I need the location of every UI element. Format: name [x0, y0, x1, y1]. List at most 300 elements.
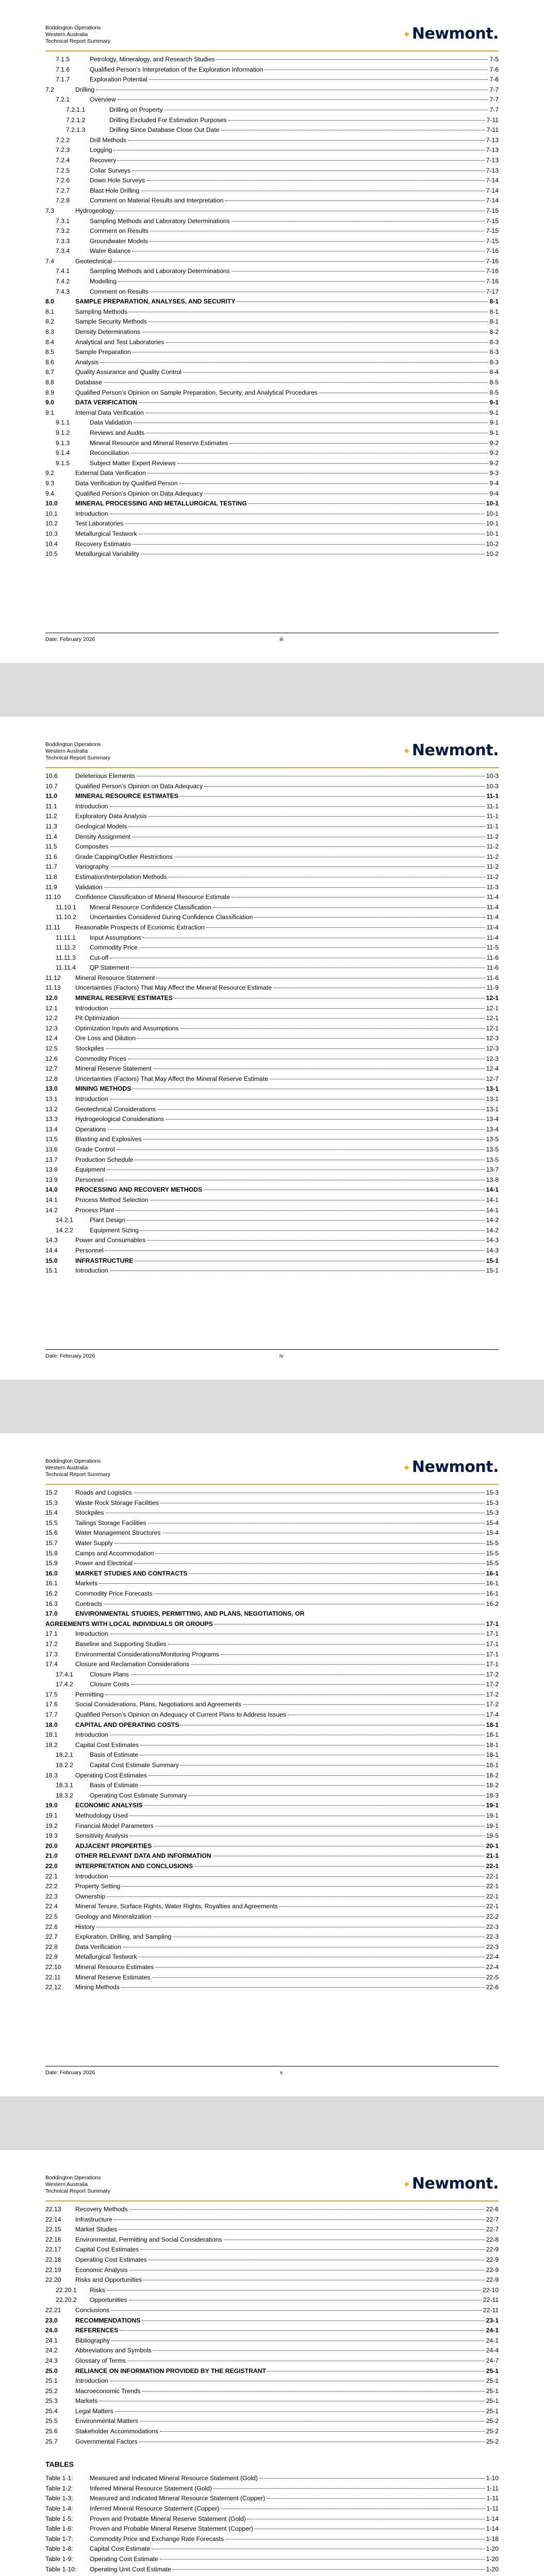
toc-entry[interactable]: [45, 1831, 499, 1841]
toc-entry[interactable]: [45, 1872, 499, 1882]
toc-page-number: 11-1: [486, 812, 499, 820]
toc-page-number: 22-8: [486, 2235, 499, 2243]
toc-entry[interactable]: [45, 1811, 499, 1821]
toc-entry[interactable]: [45, 1549, 499, 1559]
toc-entry[interactable]: [45, 1488, 499, 1498]
toc-page-number: 7-7: [489, 96, 499, 104]
table-number: Table 1-4:: [45, 2505, 73, 2513]
toc-entry[interactable]: [45, 1962, 499, 1973]
toc-section-number: 8.3: [45, 328, 54, 336]
dot-leader: [139, 947, 485, 948]
toc-title: Equipment: [75, 1166, 106, 1174]
toc-entry[interactable]: [45, 1013, 499, 1024]
toc-entry[interactable]: [45, 1720, 499, 1731]
toc-entry[interactable]: [45, 236, 499, 247]
toc-entry[interactable]: [45, 1054, 499, 1064]
dot-leader: [160, 2431, 484, 2432]
toc-entry[interactable]: [45, 196, 499, 206]
toc-entry[interactable]: [45, 337, 499, 348]
dot-leader: [140, 2249, 484, 2250]
dot-leader: [217, 59, 488, 60]
toc-title: Stakeholder Accommodations: [75, 2428, 159, 2435]
toc-entry[interactable]: [45, 1902, 499, 1912]
toc-entry[interactable]: [45, 1690, 499, 1700]
toc-entry[interactable]: [45, 1195, 499, 1206]
dot-leader: [137, 1038, 484, 1039]
toc-entry[interactable]: [45, 1670, 499, 1680]
table-page-number: 1-20: [486, 2545, 499, 2553]
toc-entry[interactable]: [45, 519, 499, 529]
toc-section-number: 22.5: [45, 1912, 58, 1920]
toc-entry[interactable]: [45, 923, 499, 933]
dot-leader: [139, 402, 488, 403]
toc-page-number: 8-2: [489, 328, 499, 336]
toc-entry[interactable]: [45, 1094, 499, 1105]
toc-page-number: 18-2: [486, 1782, 499, 1789]
toc-page-number: 22-4: [486, 1953, 499, 1961]
toc-section-number: 11.12: [45, 974, 61, 981]
toc-entry[interactable]: [45, 2366, 499, 2377]
toc-title: Tailings Storage Facilities: [75, 1519, 146, 1527]
toc-page-number: 16-2: [486, 1600, 499, 1607]
toc-entry[interactable]: [45, 1004, 499, 1014]
toc-entry[interactable]: [45, 2336, 499, 2346]
toc-section-number: 14.2.1: [56, 1216, 73, 1224]
toc-entry[interactable]: [45, 1498, 499, 1509]
toc-title: Modelling: [90, 278, 117, 285]
toc-entry[interactable]: [45, 1922, 499, 1933]
toc-entry[interactable]: [45, 1700, 499, 1710]
toc-entry[interactable]: [45, 216, 499, 227]
toc-entry[interactable]: [45, 135, 499, 146]
dot-leader: [153, 2350, 485, 2351]
toc-entry[interactable]: [45, 246, 499, 257]
toc-entry[interactable]: [45, 1084, 499, 1094]
toc-page-number: 15-4: [486, 1529, 499, 1537]
toc-entry[interactable]: [45, 2416, 499, 2427]
table-list-item[interactable]: [45, 2544, 499, 2554]
dot-leader: [166, 1119, 485, 1120]
toc-title: Capital Cost Estimate Summary: [90, 1761, 179, 1769]
toc-entry[interactable]: [45, 852, 499, 862]
dot-leader: [243, 1704, 485, 1705]
toc-entry[interactable]: [45, 448, 499, 459]
toc-entry[interactable]: [45, 1912, 499, 1922]
toc-entry[interactable]: [45, 539, 499, 550]
toc-entry[interactable]: [45, 166, 499, 176]
toc-entry[interactable]: [45, 85, 499, 95]
toc-title: INTERPRETATION AND CONCLUSIONS: [75, 1862, 193, 1870]
toc-entry[interactable]: [45, 791, 499, 802]
toc-entry[interactable]: [45, 883, 499, 893]
toc-title: Closure and Reclamation Considerations: [75, 1660, 190, 1668]
toc-entry[interactable]: [45, 842, 499, 852]
toc-page-number: 16-1: [486, 1589, 499, 1597]
toc-entry[interactable]: [45, 872, 499, 883]
toc-entry[interactable]: [45, 65, 499, 75]
toc-entry[interactable]: [45, 1518, 499, 1529]
toc-entry[interactable]: [45, 1246, 499, 1256]
toc-section-number: 7.2.5: [56, 166, 70, 174]
table-page-number: 1-20: [486, 2555, 499, 2563]
toc-entry[interactable]: [45, 2346, 499, 2356]
toc-entry[interactable]: [45, 933, 499, 943]
toc-page-number: 14-1: [486, 1196, 499, 1204]
toc-section-number: 7.2.1.3: [66, 126, 86, 134]
toc-entry[interactable]: [45, 1650, 499, 1660]
toc-page-number: 22-5: [486, 1973, 499, 1981]
table-list-item[interactable]: [45, 2554, 499, 2565]
dot-leader: [127, 1220, 484, 1221]
toc-entry[interactable]: [45, 2437, 499, 2447]
toc-page-number: 18-1: [486, 1761, 499, 1769]
toc-section-number: 17.4.2: [56, 1681, 73, 1688]
dot-leader: [142, 2391, 485, 2392]
toc-entry[interactable]: [45, 1165, 499, 1175]
toc-entry[interactable]: [45, 903, 499, 913]
toc-title: Process Method Selection: [75, 1196, 149, 1204]
toc-entry[interactable]: [45, 1105, 499, 1115]
toc-entry[interactable]: [45, 2205, 499, 2215]
toc-entry[interactable]: [45, 468, 499, 479]
toc-entry[interactable]: [45, 2255, 499, 2265]
toc-entry[interactable]: [45, 802, 499, 812]
dot-leader: [120, 2330, 484, 2331]
toc-entry[interactable]: [45, 822, 499, 832]
toc-page-number: 13-4: [486, 1115, 499, 1123]
toc-entry[interactable]: [45, 145, 499, 156]
toc-section-number: 25.4: [45, 2407, 58, 2415]
toc-entry[interactable]: [45, 1064, 499, 1074]
dot-leader: [191, 1664, 485, 1665]
toc-page-number: 7-15: [486, 217, 499, 225]
toc-entry[interactable]: [45, 277, 499, 287]
toc-page-number: 15-5: [486, 1549, 499, 1557]
toc-entry[interactable]: [45, 1266, 499, 1276]
toc-page-number: 11-6: [486, 954, 499, 961]
toc-entry[interactable]: [45, 1134, 499, 1145]
toc-entry[interactable]: [45, 2356, 499, 2366]
table-list-item[interactable]: [45, 2534, 499, 2545]
toc-entry[interactable]: [45, 206, 499, 216]
toc-entry[interactable]: [45, 1750, 499, 1760]
toc-entry[interactable]: [45, 307, 499, 317]
table-number: Table 1-2:: [45, 2484, 73, 2492]
toc-entry[interactable]: [45, 1125, 499, 1135]
toc-entry[interactable]: [45, 367, 499, 378]
toc-entry[interactable]: [45, 1579, 499, 1589]
toc-page-number: 7-7: [489, 86, 499, 93]
toc-entry[interactable]: [45, 1659, 499, 1670]
toc-title: Operating Cost Estimates: [75, 1771, 147, 1779]
table-title: Inferred Mineral Resource Statement (Copper): [90, 2505, 220, 2513]
toc-entry[interactable]: [45, 428, 499, 438]
toc-page-number: 14-3: [486, 1236, 499, 1244]
toc-entry[interactable]: [45, 347, 499, 358]
toc-section-number: 7.4.1: [56, 267, 70, 275]
toc-entry[interactable]: [45, 782, 499, 792]
table-of-contents: [45, 2205, 499, 2576]
toc-entry[interactable]: [45, 459, 499, 469]
toc-entry[interactable]: [45, 2306, 499, 2316]
toc-page-number: 8-1: [489, 298, 499, 306]
toc-title: Database: [75, 379, 103, 386]
table-list-item[interactable]: [45, 2565, 499, 2575]
toc-entry[interactable]: [45, 186, 499, 196]
toc-entry[interactable]: [45, 266, 499, 277]
toc-entry[interactable]: [45, 1821, 499, 1832]
toc-title: Macroeconomic Trends: [75, 2387, 141, 2395]
toc-entry[interactable]: [45, 55, 499, 65]
table-number: Table 1-6:: [45, 2525, 73, 2533]
dot-leader: [119, 2229, 484, 2230]
toc-entry[interactable]: [45, 2275, 499, 2285]
toc-entry[interactable]: [45, 1145, 499, 1155]
toc-entry[interactable]: [45, 378, 499, 388]
toc-entry[interactable]: [45, 1235, 499, 1246]
toc-entry[interactable]: [45, 912, 499, 923]
toc-entry[interactable]: [45, 1044, 499, 1054]
toc-entry[interactable]: [45, 953, 499, 963]
toc-entry[interactable]: [45, 75, 499, 85]
table-list-item[interactable]: [45, 2504, 499, 2514]
toc-page-number: 15-3: [486, 1489, 499, 1496]
toc-entry[interactable]: [45, 105, 499, 115]
toc-entry[interactable]: [45, 2326, 499, 2336]
toc-page-number: 7-16: [486, 257, 499, 265]
toc-entry[interactable]: [45, 1629, 499, 1639]
toc-page-number: 19-5: [486, 1832, 499, 1840]
toc-page-number: 18-1: [486, 1741, 499, 1749]
toc-entry[interactable]: [45, 1710, 499, 1720]
toc-page-number: 13-8: [486, 1176, 499, 1183]
toc-entry[interactable]: [45, 1973, 499, 1983]
toc-entry[interactable]: [45, 2245, 499, 2255]
toc-entry[interactable]: [45, 771, 499, 782]
toc-title: Production Schedule: [75, 1156, 134, 1163]
toc-entry[interactable]: [45, 1528, 499, 1538]
toc-section-number: 10.1: [45, 510, 58, 517]
toc-section-number: 15.7: [45, 1539, 58, 1547]
table-title: Operating Cost Estimate: [90, 2555, 158, 2563]
toc-entry[interactable]: [45, 2235, 499, 2245]
toc-entry[interactable]: [45, 2316, 499, 2326]
toc-page-number: 7-13: [486, 136, 499, 144]
toc-page-number: 7-15: [486, 227, 499, 235]
dot-leader: [149, 816, 485, 817]
toc-entry[interactable]: [45, 943, 499, 953]
toc-entry[interactable]: [45, 1558, 499, 1569]
toc-entry[interactable]: [45, 983, 499, 993]
toc-entry[interactable]: [45, 408, 499, 418]
toc-page-number: 10-2: [486, 540, 499, 548]
toc-entry[interactable]: [45, 418, 499, 428]
toc-entry[interactable]: [45, 2225, 499, 2235]
dot-leader: [111, 2310, 481, 2311]
toc-entry[interactable]: [45, 1639, 499, 1650]
toc-title: Water Management Structures: [75, 1529, 161, 1537]
toc-section-number: 7.2.1.2: [66, 116, 86, 124]
toc-entry[interactable]: [45, 1942, 499, 1953]
logo-text: Newmont.: [411, 1458, 499, 1476]
toc-entry[interactable]: [45, 317, 499, 327]
table-list-item[interactable]: [45, 2524, 499, 2534]
toc-entry[interactable]: [45, 1781, 499, 1791]
toc-entry[interactable]: [45, 1215, 499, 1226]
toc-section-number: 14.2: [45, 1206, 58, 1214]
toc-entry[interactable]: [45, 327, 499, 337]
toc-entry[interactable]: [45, 1841, 499, 1852]
toc-section-number: 10.6: [45, 772, 58, 779]
toc-entry[interactable]: [45, 2265, 499, 2276]
toc-title: Introduction: [75, 510, 108, 517]
toc-entry[interactable]: [45, 1256, 499, 1266]
toc-entry[interactable]: [45, 176, 499, 186]
toc-entry[interactable]: [45, 2295, 499, 2306]
toc-entry[interactable]: [45, 125, 499, 135]
toc-page-number: 11-1: [486, 802, 499, 810]
toc-entry[interactable]: [45, 832, 499, 842]
toc-entry[interactable]: [45, 811, 499, 822]
toc-entry[interactable]: [45, 2376, 499, 2386]
toc-entry[interactable]: [45, 499, 499, 509]
toc-title: RELIANCE ON INFORMATION PROVIDED BY THE REGISTRANT: [75, 2367, 266, 2375]
toc-entry[interactable]: [45, 1074, 499, 1084]
toc-entry[interactable]: [45, 479, 499, 489]
toc-title: Power and Electrical: [75, 1560, 133, 1567]
toc-page-number: 16-1: [486, 1569, 499, 1577]
toc-entry[interactable]: [45, 963, 499, 973]
toc-entry[interactable]: [45, 1680, 499, 1690]
toc-page-number: 15-5: [486, 1539, 499, 1547]
toc-entry[interactable]: [45, 1892, 499, 1902]
toc-entry[interactable]: [45, 388, 499, 398]
toc-title: Sampling Methods and Laboratory Determinations: [90, 217, 230, 225]
toc-title-continued: AGREEMENTS WITH LOCAL INDIVIDUALS OR GROUPS: [45, 1620, 213, 1628]
toc-entry[interactable]: [45, 489, 499, 499]
toc-entry[interactable]: [45, 1589, 499, 1599]
toc-entry[interactable]: [45, 257, 499, 267]
table-list-item[interactable]: [45, 2494, 499, 2504]
toc-page-number: 10-1: [486, 500, 499, 507]
toc-page-number: 17-4: [486, 1711, 499, 1719]
toc-entry[interactable]: [45, 973, 499, 984]
dot-leader: [108, 1129, 485, 1130]
header-divider: [45, 2200, 499, 2201]
toc-entry[interactable]: [45, 1760, 499, 1771]
toc-entry[interactable]: [45, 1609, 499, 1629]
toc-section-number: 7.2.8: [56, 197, 70, 205]
toc-entry[interactable]: [45, 287, 499, 297]
toc-entry[interactable]: [45, 1801, 499, 1811]
toc-section-number: 22.6: [45, 1923, 58, 1930]
table-page-number: 1-18: [486, 2535, 499, 2543]
toc-entry[interactable]: [45, 1771, 499, 1781]
dot-leader: [116, 1210, 484, 1211]
toc-section-number: 22.13: [45, 2206, 61, 2213]
toc-entry[interactable]: [45, 156, 499, 166]
toc-entry[interactable]: [45, 1730, 499, 1740]
table-list-item[interactable]: [45, 2484, 499, 2494]
dot-leader: [140, 1785, 484, 1786]
toc-section-number: 22.19: [45, 2266, 61, 2274]
toc-page-number: 12-1: [486, 1014, 499, 1022]
toc-entry[interactable]: [45, 1538, 499, 1549]
toc-section-number: 22.20: [45, 2276, 61, 2284]
toc-entry[interactable]: [45, 226, 499, 236]
toc-title: Optimization Inputs and Assumptions: [75, 1024, 179, 1032]
toc-entry[interactable]: [45, 1882, 499, 1892]
toc-entry[interactable]: [45, 398, 499, 408]
toc-entry[interactable]: [45, 1024, 499, 1034]
toc-entry[interactable]: [45, 1791, 499, 1801]
toc-entry[interactable]: [45, 1155, 499, 1165]
toc-entry[interactable]: [45, 1206, 499, 1216]
dot-leader: [279, 1906, 485, 1907]
toc-entry[interactable]: [45, 1861, 499, 1872]
toc-title: History: [75, 1923, 95, 1930]
toc-entry[interactable]: [45, 892, 499, 903]
toc-entry[interactable]: [45, 993, 499, 1004]
table-list-item[interactable]: [45, 2514, 499, 2524]
toc-entry[interactable]: [45, 1952, 499, 1962]
toc-entry[interactable]: [45, 2396, 499, 2406]
toc-entry[interactable]: [45, 438, 499, 449]
toc-entry[interactable]: [45, 1982, 499, 1993]
toc-entry[interactable]: [45, 297, 499, 307]
toc-entry[interactable]: [45, 115, 499, 126]
toc-section-number: 7.4: [45, 257, 54, 265]
toc-entry[interactable]: [45, 1033, 499, 1044]
toc-entry[interactable]: [45, 1932, 499, 1942]
dot-leader: [133, 544, 484, 545]
toc-title: Commodity Prices: [75, 1055, 126, 1062]
toc-page-number: 7-6: [489, 76, 499, 83]
toc-page: [0, 1433, 544, 2096]
toc-section-number: 14.3: [45, 1236, 58, 1244]
toc-entry[interactable]: [45, 2406, 499, 2417]
logo-text: Newmont.: [411, 2175, 499, 2193]
dot-leader: [114, 1543, 485, 1544]
toc-entry[interactable]: [45, 1740, 499, 1751]
toc-entry[interactable]: [45, 1851, 499, 1861]
toc-entry[interactable]: [45, 1599, 499, 1609]
toc-entry[interactable]: [45, 95, 499, 105]
toc-entry[interactable]: [45, 358, 499, 368]
table-list-item[interactable]: [45, 2473, 499, 2484]
toc-entry[interactable]: [45, 509, 499, 519]
dot-leader: [225, 200, 484, 201]
toc-section-number: 13.6: [45, 1145, 58, 1153]
toc-entry[interactable]: [45, 2427, 499, 2437]
toc-entry[interactable]: [45, 2285, 499, 2296]
toc-entry[interactable]: [45, 1508, 499, 1518]
toc-title: Introduction: [75, 1630, 108, 1638]
toc-entry[interactable]: [45, 549, 499, 560]
table-page-number: 1-20: [486, 2565, 499, 2573]
toc-entry[interactable]: [45, 862, 499, 872]
toc-entry[interactable]: [45, 1226, 499, 1236]
toc-entry[interactable]: [45, 2386, 499, 2397]
toc-entry[interactable]: [45, 529, 499, 539]
toc-entry[interactable]: [45, 2215, 499, 2225]
toc-title: Sample Security Methods: [75, 318, 147, 326]
toc-entry[interactable]: [45, 1114, 499, 1125]
toc-entry[interactable]: [45, 1569, 499, 1579]
toc-entry[interactable]: [45, 1175, 499, 1185]
toc-section-number: 18.3.2: [56, 1791, 73, 1799]
toc-entry[interactable]: [45, 1185, 499, 1195]
